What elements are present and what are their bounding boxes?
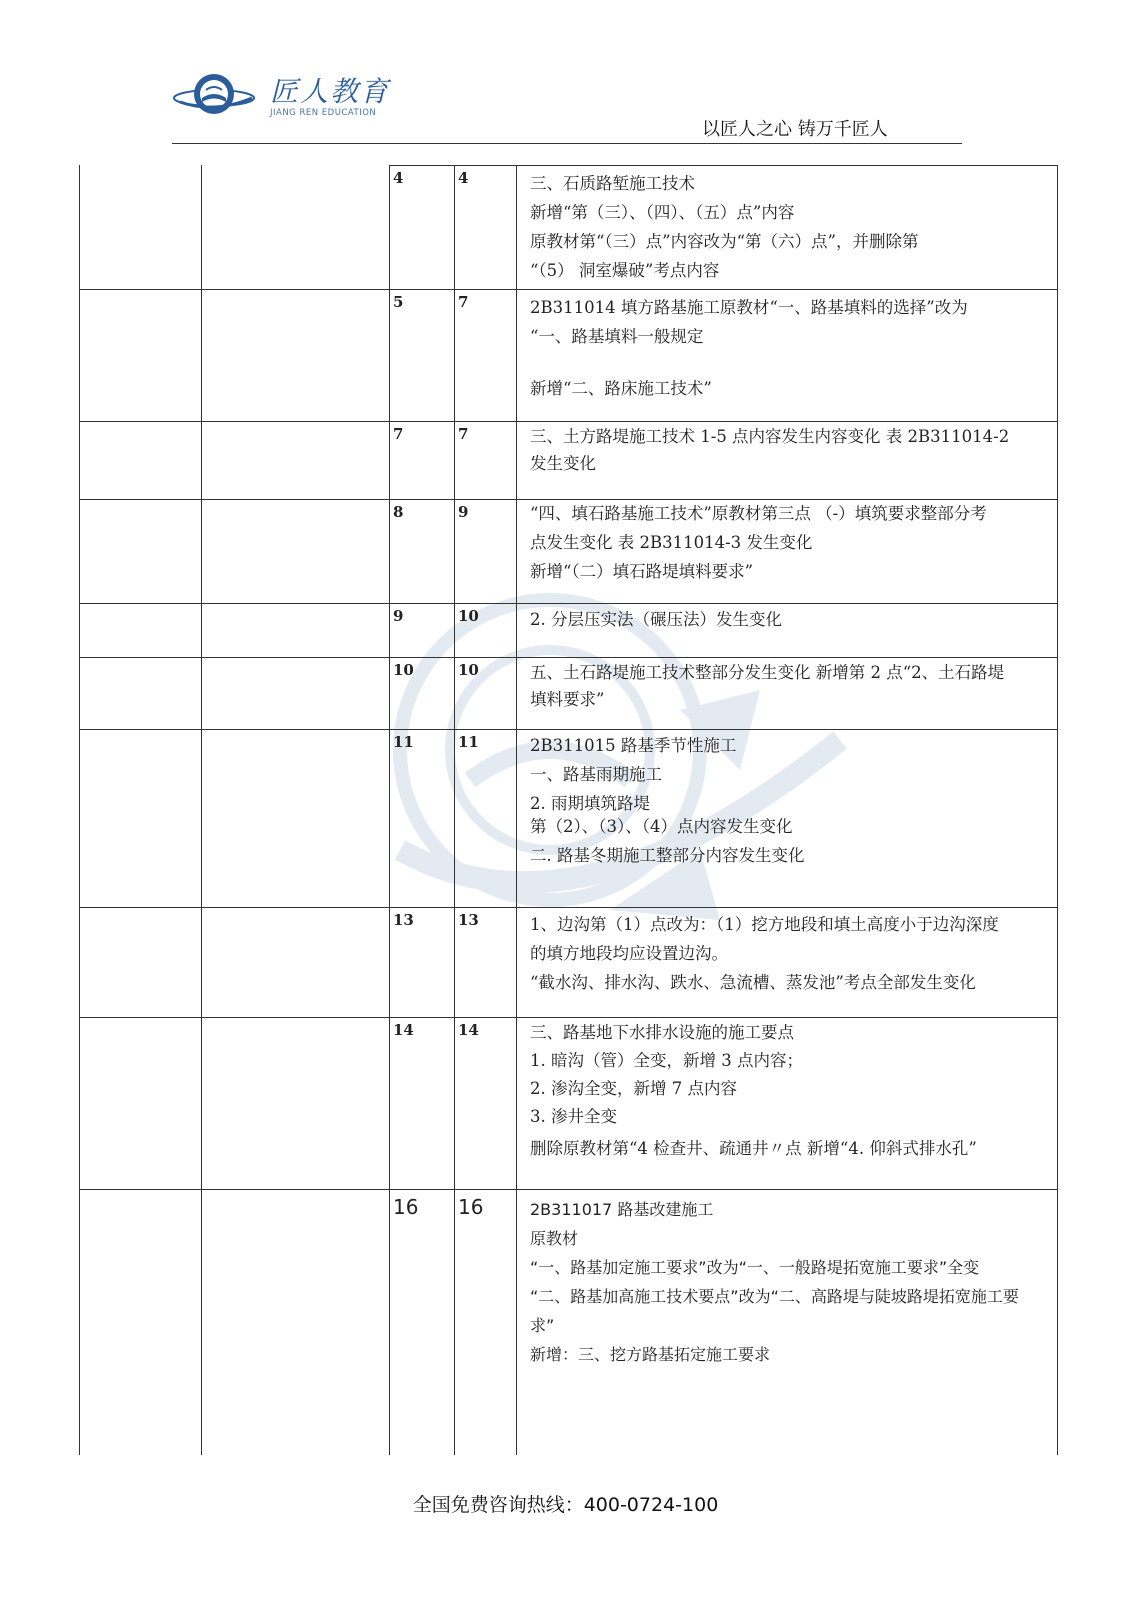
column-divider <box>201 165 202 1455</box>
description-line: 2. 渗沟全变，新增 7 点内容 <box>530 1079 737 1098</box>
description-line: 2. 分层压实法（碾压法）发生变化 <box>530 610 782 629</box>
change-description <box>530 293 1054 403</box>
page-header <box>0 0 1131 150</box>
old-page-number: 10 <box>393 661 414 679</box>
row-divider <box>79 289 1057 290</box>
description-line: 2B311017 路基改建施工 <box>530 1200 714 1219</box>
new-page-number: 11 <box>458 733 479 751</box>
description-line: 的填方地段均应设置边沟。 <box>530 944 728 963</box>
description-line: 原教材 <box>530 1229 579 1248</box>
new-page-number: 10 <box>458 607 479 625</box>
new-page-number: 14 <box>458 1021 479 1039</box>
description-line: “四、填石路基施工技术”原教材第三点 （-）填筑要求整部分考 <box>530 504 987 523</box>
description-line: “一、路基填料一般规定 <box>530 327 704 346</box>
brand-logo <box>172 68 392 128</box>
column-divider <box>454 165 455 1455</box>
description-line: 2B311015 路基季节性施工 <box>530 736 737 755</box>
brand-name-en: JIANG REN EDUCATION <box>270 108 377 118</box>
change-description <box>530 499 1054 586</box>
description-line: 3. 渗井全变 <box>530 1107 617 1126</box>
description-line: 填料要求” <box>530 690 605 709</box>
change-list-table <box>79 165 1058 1455</box>
description-line: 三、路基地下水排水设施的施工要点 <box>530 1023 794 1042</box>
row-divider <box>79 603 1057 604</box>
description-line: 1. 暗沟（管）全变，新增 3 点内容； <box>530 1051 803 1070</box>
change-description <box>530 659 1054 713</box>
description-line: 新增：三、挖方路基拓定施工要求 <box>530 1345 771 1364</box>
column-divider <box>389 165 390 1455</box>
new-page-number: 13 <box>458 911 479 929</box>
description-line: “截水沟、排水沟、跌水、急流槽、蒸发池”考点全部发生变化 <box>530 973 976 992</box>
change-description <box>530 423 1054 477</box>
description-line: 三、石质路堑施工技术 <box>530 174 695 193</box>
description-line: 五、土石路堤施工技术整部分发生变化 新增第 2 点“2、土石路堤 <box>530 663 1005 682</box>
brand-name-cn: 匠人教育 <box>270 75 391 108</box>
row-divider <box>79 657 1057 658</box>
change-description <box>530 605 1054 634</box>
table-border-top <box>389 165 1057 166</box>
column-divider <box>516 165 517 1455</box>
row-divider <box>79 729 1057 730</box>
description-line: “（5） 洞室爆破”考点内容 <box>530 261 720 280</box>
table-border-right <box>1057 165 1058 1455</box>
old-page-number: 16 <box>393 1195 419 1219</box>
old-page-number: 9 <box>393 607 404 625</box>
table-border-left <box>79 165 80 1455</box>
old-page-number: 11 <box>393 733 414 751</box>
change-description <box>530 169 1054 285</box>
header-divider <box>172 143 962 144</box>
description-line: 点发生变化 表 2B311014-3 发生变化 <box>530 533 813 552</box>
new-page-number: 16 <box>458 1195 484 1219</box>
row-divider <box>79 421 1057 422</box>
description-line: “一、路基加定施工要求”改为“一、一般路堤拓宽施工要求”全变 <box>530 1258 980 1277</box>
row-divider <box>79 907 1057 908</box>
new-page-number: 4 <box>458 169 469 187</box>
old-page-number: 8 <box>393 503 404 521</box>
description-line: 2. 雨期填筑路堤 <box>530 794 650 813</box>
new-page-number: 7 <box>458 425 469 443</box>
description-line: 发生变化 <box>530 454 596 473</box>
description-line: 原教材第“（三）点”内容改为“第（六）点”，并删除第 <box>530 232 919 251</box>
old-page-number: 14 <box>393 1021 414 1039</box>
description-line <box>530 351 1054 374</box>
description-line: 三、土方路堤施工技术 1-5 点内容发生内容变化 表 2B311014-2 <box>530 427 1010 446</box>
change-description <box>530 1019 1054 1163</box>
old-page-number: 13 <box>393 911 414 929</box>
footer-hotline: 全国免费咨询热线：400-0724-100 <box>412 1494 719 1516</box>
description-line: 1、边沟第（1）点改为：（1）挖方地段和填土高度小于边沟深度 <box>530 915 999 934</box>
row-divider <box>79 1017 1057 1018</box>
description-line: 新增“第（三）、（四）、（五）点”内容 <box>530 203 795 222</box>
description-line: 2B311014 填方路基施工原教材“一、路基填料的选择”改为 <box>530 298 968 317</box>
logo-emblem-icon <box>172 68 262 128</box>
description-line: 新增“二、路床施工技术” <box>530 379 712 398</box>
old-page-number: 4 <box>393 169 404 187</box>
old-page-number: 5 <box>393 293 404 311</box>
old-page-number: 7 <box>393 425 404 443</box>
row-divider <box>79 1189 1057 1190</box>
description-line: 第（2）、（3）、（4）点内容发生变化 <box>530 817 793 836</box>
new-page-number: 10 <box>458 661 479 679</box>
description-line: 求” <box>530 1316 555 1335</box>
header-slogan: 以匠人之心 铸万千匠人 <box>702 119 888 140</box>
description-line: 删除原教材第“4 检查井、疏通井〃点 新增“4. 仰斜式排水孔” <box>530 1139 977 1158</box>
change-description <box>530 731 1054 870</box>
description-line: “二、路基加高施工技术要点”改为“二、高路堤与陡坡路堤拓宽施工要 <box>530 1287 1019 1306</box>
change-description <box>530 910 1054 997</box>
description-line: 一、路基雨期施工 <box>530 765 662 784</box>
description-line: 二. 路基冬期施工整部分内容发生变化 <box>530 846 805 865</box>
description-line: 新增“（二）填石路堤填料要求” <box>530 562 754 581</box>
new-page-number: 9 <box>458 503 469 521</box>
new-page-number: 7 <box>458 293 469 311</box>
change-description <box>530 1195 1054 1369</box>
